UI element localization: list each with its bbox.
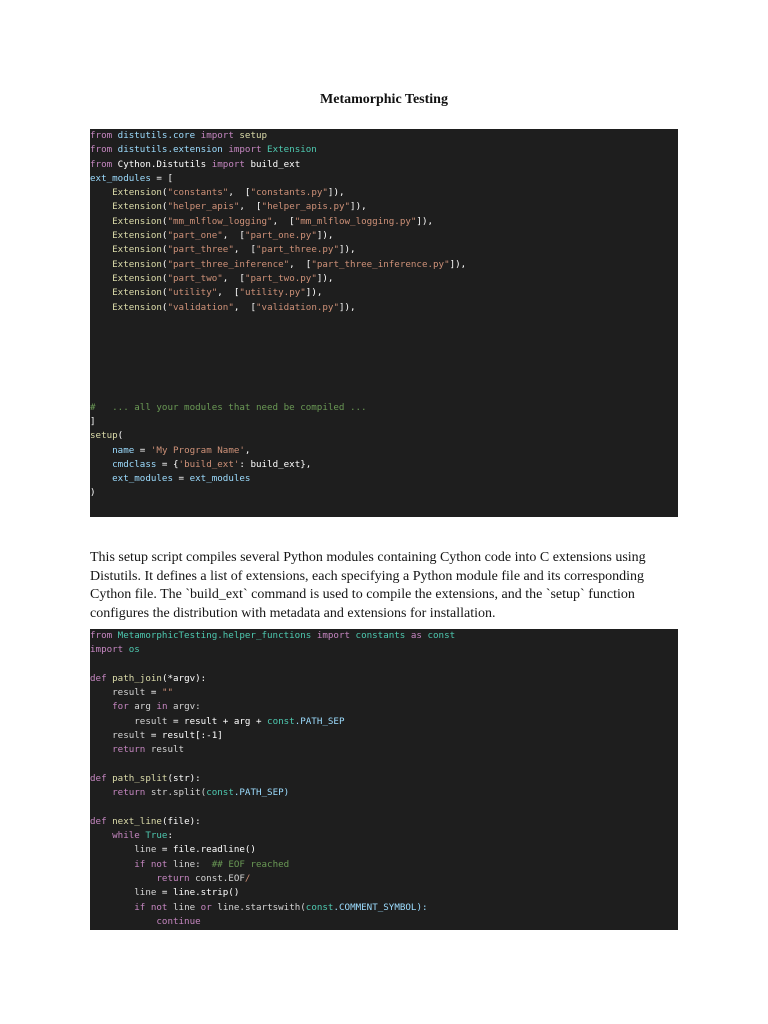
code-token: .PATH_SEP bbox=[294, 715, 345, 727]
code-token: import bbox=[316, 630, 351, 641]
code-token: def bbox=[90, 772, 107, 784]
code-line bbox=[90, 358, 678, 372]
code-token: result bbox=[90, 730, 146, 742]
code-token: line bbox=[90, 887, 157, 899]
code-token: ( bbox=[161, 244, 168, 256]
code-token: const bbox=[267, 715, 295, 727]
code-token: setup bbox=[90, 430, 118, 442]
code-token: "mm_mlflow_logging" bbox=[167, 215, 273, 227]
code-token: import bbox=[211, 158, 245, 170]
code-token: ]), bbox=[350, 201, 367, 213]
code-line bbox=[90, 472, 678, 486]
code-line bbox=[90, 243, 678, 257]
code-token: (file): bbox=[161, 815, 201, 827]
code-token: build_ext bbox=[244, 158, 301, 170]
code-token: import bbox=[200, 130, 234, 141]
code-line bbox=[90, 372, 678, 386]
code-token: path_join bbox=[106, 672, 162, 684]
code-token: not bbox=[145, 901, 168, 913]
code-token: = result + arg + bbox=[167, 715, 268, 727]
code-token: ] bbox=[90, 415, 96, 427]
code-token: : build_ext}, bbox=[239, 458, 312, 470]
description-paragraph: This setup script compiles several Python modules containing Cython code into C extensions using Distutils. It defines a list of extensions, each specifying a Python module file and its corresponding Cython file. The `build_ext` command is used to compile the extensions, and the `setup` function configures the distribution with metadata and extensions for installation. bbox=[90, 550, 646, 621]
code-token: Extension bbox=[90, 287, 162, 299]
code-token: line bbox=[167, 901, 201, 913]
code-line bbox=[90, 901, 678, 915]
code-line bbox=[90, 429, 678, 443]
code-token: .PATH_SEP) bbox=[233, 787, 290, 799]
code-line bbox=[90, 486, 678, 500]
code-token: while bbox=[90, 830, 140, 842]
code-token: const.EOF bbox=[189, 873, 245, 885]
code-token: Extension bbox=[90, 215, 162, 227]
code-token: def bbox=[90, 815, 107, 827]
code-token: , [ bbox=[228, 187, 251, 199]
code-line bbox=[90, 229, 678, 243]
code-token: Cython.Distutils bbox=[112, 158, 212, 170]
code-token: ( bbox=[117, 430, 124, 442]
code-line bbox=[90, 343, 678, 357]
code-line bbox=[90, 186, 678, 200]
code-token: constants bbox=[350, 630, 411, 641]
code-token: ]), bbox=[316, 272, 334, 284]
code-line bbox=[90, 658, 678, 672]
code-token: ( bbox=[161, 301, 168, 313]
code-token: "validation" bbox=[167, 301, 234, 313]
code-line bbox=[90, 215, 678, 229]
code-line bbox=[90, 386, 678, 400]
code-line bbox=[90, 444, 678, 458]
code-line bbox=[90, 729, 678, 743]
code-token: next_line bbox=[106, 815, 162, 827]
code-token: def bbox=[90, 672, 107, 684]
code-line bbox=[90, 672, 678, 686]
code-token: ]), bbox=[338, 244, 356, 256]
code-token: "helper_apis.py" bbox=[261, 201, 351, 213]
code-token: 'My Program Name' bbox=[150, 444, 245, 456]
code-token: Extension bbox=[90, 244, 162, 256]
code-token: = bbox=[172, 473, 190, 485]
code-token: cmdclass bbox=[90, 458, 157, 470]
code-line bbox=[90, 815, 678, 829]
code-line bbox=[90, 401, 678, 415]
code-token: "part_one.py" bbox=[244, 230, 317, 242]
code-token: result bbox=[90, 715, 168, 727]
code-token: ( bbox=[161, 187, 168, 199]
code-line bbox=[90, 743, 678, 757]
code-token: return bbox=[90, 873, 190, 885]
code-token: not bbox=[145, 858, 168, 870]
code-line bbox=[90, 272, 678, 286]
code-token: ]), bbox=[305, 287, 323, 299]
code-token: , [ bbox=[217, 287, 240, 299]
code-line bbox=[90, 329, 678, 343]
code-line bbox=[90, 458, 678, 472]
code-token: ( bbox=[161, 287, 168, 299]
code-token: ]), bbox=[316, 230, 334, 242]
code-line bbox=[90, 629, 678, 643]
code-token: ## EOF reached bbox=[211, 858, 290, 870]
code-token: , [ bbox=[233, 301, 256, 313]
code-token: Extension bbox=[90, 272, 162, 284]
code-token: name bbox=[90, 444, 135, 456]
code-token: const bbox=[206, 787, 234, 799]
code-token: # ... all your modules that need be compiled ... bbox=[90, 401, 367, 413]
code-token: ]), bbox=[327, 187, 345, 199]
code-line bbox=[90, 286, 678, 300]
code-token: = { bbox=[156, 458, 179, 470]
code-block-setup-script bbox=[90, 129, 678, 517]
code-token: ext_modules bbox=[90, 473, 173, 485]
code-token: "mm_mlflow_logging.py" bbox=[294, 215, 417, 227]
code-token: = file.readline() bbox=[156, 844, 256, 856]
code-token: str.split( bbox=[145, 787, 207, 799]
code-token: "helper_apis" bbox=[167, 201, 240, 213]
code-token: if bbox=[90, 858, 146, 870]
code-token: 'build_ext' bbox=[178, 458, 240, 470]
code-token: "part_three_inference.py" bbox=[311, 258, 450, 270]
code-line bbox=[90, 915, 678, 929]
code-line bbox=[90, 829, 678, 843]
code-token: continue bbox=[90, 915, 201, 927]
code-line bbox=[90, 801, 678, 815]
code-token: os bbox=[123, 644, 140, 656]
code-line bbox=[90, 200, 678, 214]
code-token: , [ bbox=[222, 230, 245, 242]
code-token: "part_three_inference" bbox=[167, 258, 290, 270]
code-block-helper-functions bbox=[90, 629, 678, 930]
code-token: MetamorphicTesting.helper_functions bbox=[112, 630, 317, 641]
code-token: "part_three" bbox=[167, 244, 234, 256]
code-token: "utility.py" bbox=[239, 287, 306, 299]
code-token: ( bbox=[161, 201, 168, 213]
code-token: (str): bbox=[167, 772, 201, 784]
code-token: / bbox=[244, 873, 251, 885]
code-token: ]), bbox=[416, 215, 434, 227]
code-token: import bbox=[228, 144, 262, 156]
code-token: argv: bbox=[167, 701, 201, 713]
code-token: "part_one" bbox=[167, 230, 223, 242]
code-line bbox=[90, 843, 678, 857]
code-token: line bbox=[90, 844, 157, 856]
code-line bbox=[90, 143, 678, 157]
code-token: return bbox=[90, 744, 146, 756]
code-token: = [ bbox=[150, 172, 173, 184]
code-token: "constants.py" bbox=[250, 187, 328, 199]
code-token: Extension bbox=[90, 187, 162, 199]
code-token: from bbox=[90, 158, 113, 170]
code-token: if bbox=[90, 901, 146, 913]
code-token: "" bbox=[161, 687, 174, 699]
code-token: "validation.py" bbox=[256, 301, 339, 313]
code-token: "part_two.py" bbox=[244, 272, 317, 284]
code-token: from bbox=[90, 630, 113, 641]
code-token: True bbox=[139, 830, 168, 842]
code-token: "constants" bbox=[167, 187, 229, 199]
code-token: = bbox=[145, 687, 162, 699]
code-token: Extension bbox=[261, 144, 317, 156]
code-token: setup bbox=[233, 130, 268, 141]
code-token: ( bbox=[161, 272, 168, 284]
code-line bbox=[90, 129, 678, 143]
code-token: = bbox=[134, 444, 151, 456]
code-token: "part_two" bbox=[167, 272, 223, 284]
code-token: distutils.extension bbox=[112, 144, 229, 156]
code-token: ]), bbox=[449, 258, 467, 270]
code-token: from bbox=[90, 130, 113, 141]
code-token: , [ bbox=[222, 272, 245, 284]
code-token: as bbox=[410, 630, 422, 641]
code-line bbox=[90, 172, 678, 186]
code-line bbox=[90, 158, 678, 172]
code-line bbox=[90, 258, 678, 272]
code-line bbox=[90, 301, 678, 315]
page-title: Metamorphic Testing bbox=[320, 92, 448, 107]
code-token: from bbox=[90, 144, 113, 156]
code-token: = line.strip() bbox=[156, 887, 240, 899]
code-token: ext_modules bbox=[90, 172, 151, 184]
code-token: result bbox=[90, 687, 146, 699]
code-line bbox=[90, 758, 678, 772]
code-token: result bbox=[145, 744, 185, 756]
code-token: ]), bbox=[338, 301, 356, 313]
code-token: Extension bbox=[90, 258, 162, 270]
code-token: distutils.core bbox=[112, 130, 201, 141]
code-token: .COMMENT_SYMBOL): bbox=[333, 901, 428, 913]
code-token: import bbox=[90, 644, 124, 656]
code-token: in bbox=[156, 701, 168, 713]
code-line bbox=[90, 315, 678, 329]
code-token: ) bbox=[90, 487, 96, 499]
code-token: ( bbox=[161, 215, 168, 227]
code-token: : bbox=[167, 830, 174, 842]
code-token: line.startswith( bbox=[211, 901, 306, 913]
code-token: const bbox=[421, 630, 456, 641]
code-token: Extension bbox=[90, 230, 162, 242]
code-line bbox=[90, 643, 678, 657]
code-line bbox=[90, 772, 678, 786]
code-line bbox=[90, 415, 678, 429]
code-token: "utility" bbox=[167, 287, 218, 299]
code-line bbox=[90, 786, 678, 800]
code-token: path_split bbox=[106, 772, 168, 784]
code-token: , bbox=[244, 444, 251, 456]
code-token: ext_modules bbox=[189, 473, 251, 485]
code-token: return bbox=[90, 787, 146, 799]
code-token: ( bbox=[161, 258, 168, 270]
code-token: , [ bbox=[233, 244, 256, 256]
code-token: , [ bbox=[239, 201, 262, 213]
code-line bbox=[90, 715, 678, 729]
code-line bbox=[90, 872, 678, 886]
code-line bbox=[90, 700, 678, 714]
code-line bbox=[90, 886, 678, 900]
code-token: Extension bbox=[90, 201, 162, 213]
code-token: "part_three.py" bbox=[256, 244, 339, 256]
code-line bbox=[90, 686, 678, 700]
code-token: , [ bbox=[289, 258, 312, 270]
code-token: = result[:-1] bbox=[145, 730, 223, 742]
code-token: or bbox=[200, 901, 212, 913]
code-token: line: bbox=[167, 858, 212, 870]
code-token: Extension bbox=[90, 301, 162, 313]
code-token: const bbox=[305, 901, 334, 913]
code-token: for bbox=[90, 701, 129, 713]
code-token: arg bbox=[128, 701, 157, 713]
code-line bbox=[90, 858, 678, 872]
code-token: (*argv): bbox=[161, 672, 207, 684]
code-token: , [ bbox=[272, 215, 295, 227]
code-token: ( bbox=[161, 230, 168, 242]
